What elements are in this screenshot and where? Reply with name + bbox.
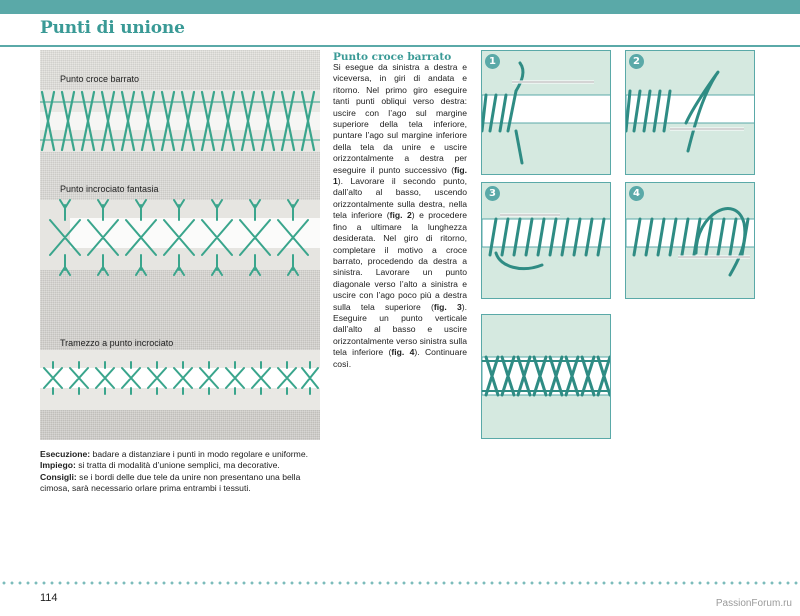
note-label: Esecuzione: bbox=[40, 449, 91, 459]
fig-ref: fig. 3 bbox=[433, 301, 462, 312]
figure-3 bbox=[481, 182, 611, 299]
embroidery-illustration bbox=[40, 50, 320, 440]
watermark: PassionForum.ru bbox=[715, 598, 792, 609]
note-label: Consigli: bbox=[40, 471, 77, 482]
figure-1-diagram bbox=[482, 51, 611, 175]
figure-3-diagram bbox=[482, 183, 611, 299]
photo-label-croce-barrato: Punto croce barrato bbox=[60, 74, 140, 84]
text-part: Si esegue da sinistra a destra e viceversa, in giri di andata e ritorno. Nel primo giro eseguire tanti punti obliqui verso destra: uscire con l’ago sul margine superiore della tela inferiore, puntare l’ago sul margine inferiore della tela da unire e uscire orizzontalmente a destra per eseguire il punto successivo ( bbox=[333, 62, 467, 175]
note-label: Impiego: bbox=[40, 460, 76, 471]
page-number: 114 bbox=[40, 592, 58, 604]
text-part: ) e procedere fino a ultimare la lunghezza desiderata. Nel giro di ritorno, completare il motivo a croce barrato, procedendo da destra a sinistra. Lavorare un punto diagonale verso l’alto a sinistra e uscire con l’ago poco più a destra sulla tela superiore ( bbox=[333, 210, 467, 312]
photo-label-incrociato-fantasia: Punto incrociato fantasia bbox=[60, 184, 159, 194]
fig-ref: fig. 4 bbox=[391, 347, 415, 358]
page-title: Punti di unione bbox=[40, 18, 185, 38]
figure-result-diagram bbox=[482, 315, 611, 439]
figure-4-diagram bbox=[626, 183, 755, 299]
figure-2-diagram bbox=[626, 51, 755, 175]
notes bbox=[40, 449, 330, 495]
note-consigli bbox=[40, 472, 330, 495]
text-part: ). Lavorare il secondo punto, dall’alto al basso, uscendo orizzontalmente sulla destra, nella tela inferiore ( bbox=[333, 176, 467, 221]
text-part: ). Eseguire un punto verticale dall’alto al basso e uscire orizzontalmente verso sinistra sulla tela inferiore ( bbox=[333, 301, 467, 358]
fig-ref: fig. 2 bbox=[389, 210, 412, 221]
figure-number: 2 bbox=[629, 54, 644, 69]
section-heading: Punto croce barrato bbox=[333, 51, 452, 63]
note-text: se i bordi delle due tele da unire non presentano una bella cimosa, sarà necessario orlare prima entrambi i tessuti. bbox=[40, 471, 301, 494]
embroidery-photo bbox=[40, 50, 320, 440]
top-band bbox=[0, 0, 800, 14]
figure-2 bbox=[625, 50, 755, 175]
bottom-dotted-band bbox=[0, 580, 800, 586]
figure-4 bbox=[625, 182, 755, 299]
instructions-text bbox=[333, 62, 467, 370]
figure-1 bbox=[481, 50, 611, 175]
photo-label-tramezzo: Tramezzo a punto incrociato bbox=[60, 338, 174, 348]
figure-number: 4 bbox=[629, 186, 644, 201]
title-rule bbox=[0, 45, 800, 47]
text-part: ). Continuare così. bbox=[333, 347, 467, 369]
figure-number: 1 bbox=[485, 54, 500, 69]
figure-result bbox=[481, 314, 611, 439]
note-impiego bbox=[40, 460, 330, 471]
fig-ref: fig. 1 bbox=[333, 164, 467, 187]
note-esecuzione bbox=[40, 449, 330, 460]
note-text: badare a distanziare i punti in modo regolare e uniforme. bbox=[90, 449, 308, 459]
figure-number: 3 bbox=[485, 186, 500, 201]
note-text: si tratta di modalità d’unione semplici, ma decorative. bbox=[75, 460, 280, 471]
